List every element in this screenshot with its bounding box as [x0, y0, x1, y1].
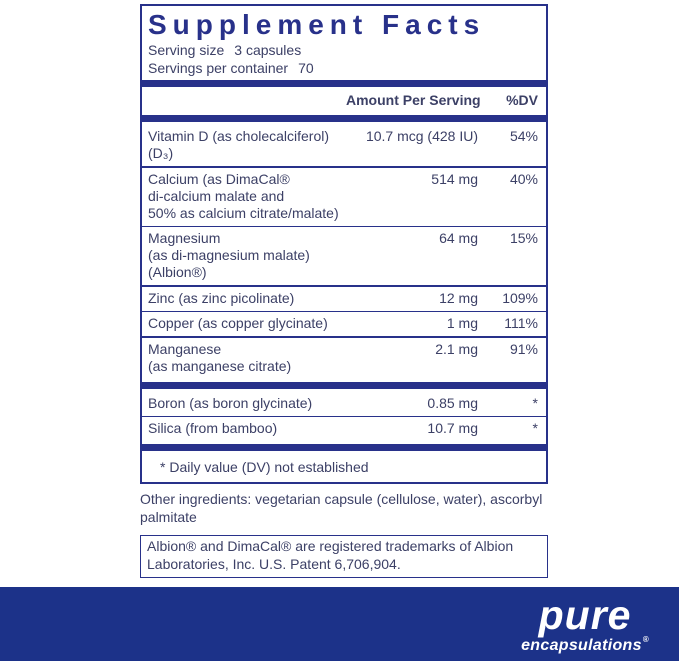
nutrient-amount: 1 mg — [446, 315, 478, 331]
nutrient-dv: 15% — [509, 230, 538, 246]
nutrient-amount: 2.1 mg — [435, 340, 478, 357]
nutrient-name: Calcium (as DimaCal® di-calcium malate and 50% as calcium citrate/malate) — [148, 170, 339, 221]
table-row — [142, 227, 546, 285]
other-ingredients-text: Other ingredients: vegetarian capsule (cellulose, water), ascorbyl palmitate — [140, 491, 543, 525]
supplement-facts-title: Supplement Facts — [148, 9, 486, 40]
table-row — [142, 417, 546, 441]
nutrient-name: Manganese (as manganese citrate) — [148, 340, 292, 374]
nutrient-amount: 64 mg — [439, 230, 478, 246]
trademark-notice-box: Albion® and DimaCal® are registered trademarks of Albion Laboratories, Inc. U.S. Patent 6,706,904. — [140, 535, 548, 578]
nutrient-amount: 0.85 mg — [427, 394, 478, 411]
serving-size-line — [142, 42, 546, 60]
nutrient-dv: 91% — [509, 340, 538, 357]
thick-divider — [142, 444, 546, 451]
table-row — [142, 392, 546, 416]
nutrient-amount: 12 mg — [439, 289, 478, 306]
table-row — [142, 287, 546, 311]
brand-subname — [521, 633, 649, 652]
table-row — [142, 312, 546, 336]
servings-per-container-label: Servings per container — [148, 59, 289, 76]
nutrient-name: Magnesium (as di-magnesium malate)(Albion®) — [148, 230, 310, 280]
supplement-facts-panel — [140, 4, 548, 484]
registered-mark: ® — [642, 635, 649, 644]
servings-per-container-line — [142, 60, 546, 78]
dv-footnote: * Daily value (DV) not established — [160, 459, 369, 475]
nutrient-dv: * — [532, 420, 538, 436]
footer-brand-band — [0, 587, 679, 661]
nutrient-name: Vitamin D (as cholecalciferol)(D₃) — [148, 128, 330, 161]
brand-name: pure — [538, 592, 632, 638]
nutrient-dv: * — [532, 394, 538, 411]
table-row — [142, 168, 546, 226]
table-row — [142, 338, 546, 379]
thick-divider — [142, 382, 546, 389]
serving-size-value: 3 capsules — [234, 42, 302, 58]
nutrient-name: Silica (from bamboo) — [148, 420, 278, 436]
nutrient-dv: 40% — [509, 170, 538, 187]
table-header-row — [142, 90, 546, 112]
table-row — [142, 125, 546, 166]
brand-subname-text: encapsulations — [521, 637, 642, 654]
amount-header: Amount Per Serving — [346, 92, 481, 108]
nutrient-dv: 109% — [502, 289, 538, 306]
serving-size-label: Serving size — [148, 42, 225, 58]
dv-header: %DV — [506, 92, 538, 108]
nutrient-name: Zinc (as zinc picolinate) — [148, 289, 295, 306]
thick-divider — [142, 80, 546, 87]
nutrient-dv: 111% — [504, 315, 538, 331]
label-column — [140, 4, 548, 650]
nutrient-amount: 10.7 mcg (428 IU) — [365, 128, 478, 144]
servings-per-container-value: 70 — [298, 59, 314, 76]
nutrient-amount: 10.7 mg — [427, 420, 478, 436]
thick-divider — [142, 115, 546, 122]
nutrient-dv: 54% — [509, 128, 538, 144]
pure-encapsulations-logo — [521, 592, 649, 654]
nutrient-rows — [142, 125, 546, 451]
nutrient-name: Copper (as copper glycinate) — [148, 315, 328, 331]
nutrient-name: Boron (as boron glycinate) — [148, 394, 313, 411]
nutrient-amount: 514 mg — [431, 170, 478, 187]
